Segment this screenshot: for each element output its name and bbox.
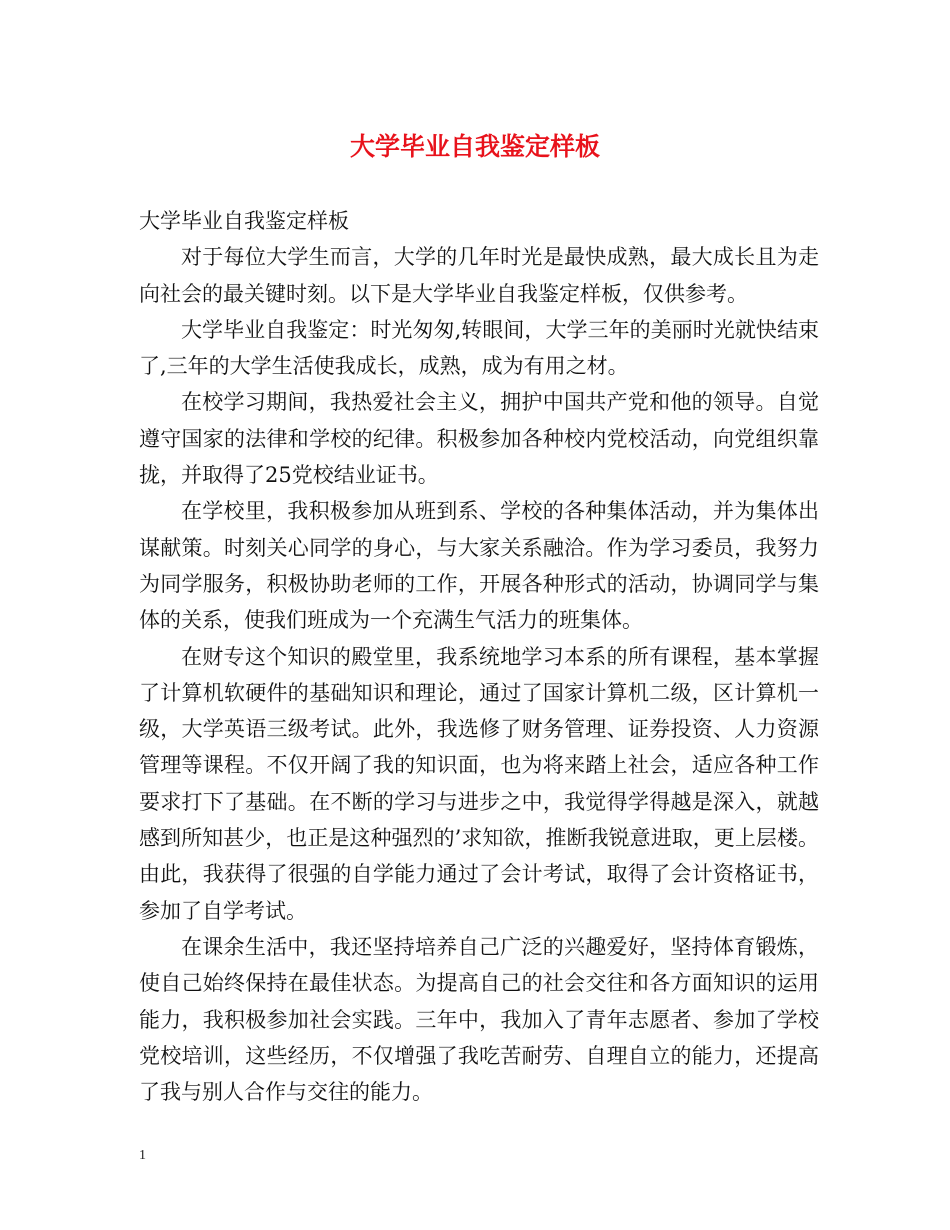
document-title: 大学毕业自我鉴定样板 [349, 132, 600, 161]
document-body [139, 203, 819, 1110]
paragraph-summary: 大学毕业自我鉴定：时光匆匆,转眼间，大学三年的美丽时光就快结束了,三年的大学生活使我成长，成熟，成为有用之材。 [139, 317, 819, 379]
page-number: 1 [139, 1148, 146, 1163]
document-subtitle: 大学毕业自我鉴定样板 [139, 209, 349, 233]
paragraph-extracurricular: 在课余生活中，我还坚持培养自己广泛的兴趣爱好，坚持体育锻炼，使自己始终保持在最佳状态。为提高自己的社会交往和各方面知识的运用能力，我积极参加社会实践。三年中，我加入了青年志愿者、参加了学校党校培训，这些经历，不仅增强了我吃苦耐劳、自理自立的能力，还提高了我与别人合作与交往的能力。 [139, 934, 819, 1105]
paragraph-politics: 在校学习期间，我热爱社会主义，拥护中国共产党和他的领导。自觉遵守国家的法律和学校的纪律。积极参加各种校内党校活动，向党组织靠拢，并取得了25党校结业证书。 [139, 390, 819, 488]
paragraph-collective: 在学校里，我积极参加从班到系、学校的各种集体活动，并为集体出谋献策。时刻关心同学的身心，与大家关系融洽。作为学习委员，我努力为同学服务，积极协助老师的工作，开展各种形式的活动，协调同学与集体的关系，使我们班成为一个充满生气活力的班集体。 [139, 499, 819, 633]
paragraph-intro: 对于每位大学生而言，大学的几年时光是最快成熟，最大成长且为走向社会的最关键时刻。以下是大学毕业自我鉴定样板，仅供参考。 [139, 245, 819, 306]
paragraph-study: 在财专这个知识的殿堂里，我系统地学习本系的所有课程，基本掌握了计算机软硬件的基础知识和理论，通过了国家计算机二级，区计算机一级，大学英语三级考试。此外，我选修了财务管理、证券投资、人力资源管理等课程。不仅开阔了我的知识面，也为将来踏上社会，适应各种工作要求打下了基础。在不断的学习与进步之中，我觉得学得越是深入，就越感到所知甚少，也正是这种强烈的’求知欲，推断我锐意进取，更上层楼。由此，我获得了很强的自学能力通过了会计考试，取得了会计资格证书，参加了自学考试。 [139, 644, 819, 923]
